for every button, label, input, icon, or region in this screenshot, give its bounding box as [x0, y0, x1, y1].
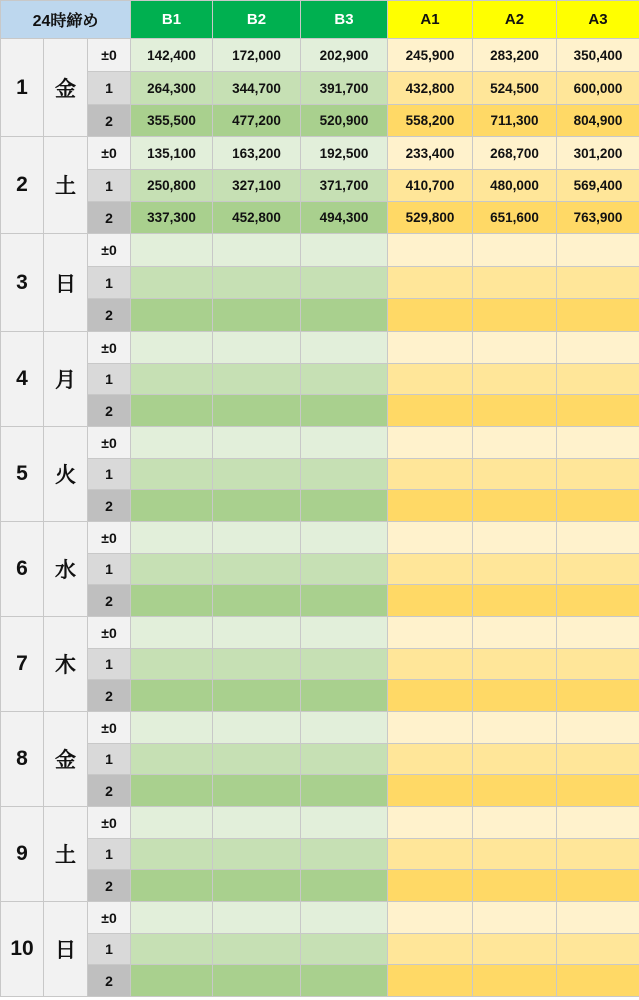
price-cell-a1[interactable]: [388, 522, 473, 554]
price-cell-a3[interactable]: [557, 617, 639, 649]
price-cell-b3[interactable]: [301, 267, 388, 299]
price-cell-b1[interactable]: [131, 522, 213, 554]
price-cell-b1[interactable]: [131, 459, 213, 490]
level-label: 1: [88, 459, 131, 490]
price-cell-b2[interactable]: [213, 427, 301, 459]
price-cell-b1[interactable]: 355,500: [131, 105, 213, 137]
level-label: 1: [88, 934, 131, 965]
level-label: ±0: [88, 234, 131, 267]
price-cell-a2[interactable]: 283,200: [473, 39, 557, 72]
weekday: 木: [44, 617, 88, 712]
price-cell-b1[interactable]: [131, 839, 213, 870]
price-cell-b1[interactable]: [131, 744, 213, 775]
price-cell-b2[interactable]: [213, 649, 301, 680]
price-cell-a3[interactable]: [557, 902, 639, 934]
price-cell-a2[interactable]: [473, 490, 557, 522]
price-cell-b2[interactable]: [213, 712, 301, 744]
price-cell-a2[interactable]: [473, 870, 557, 902]
price-cell-b2[interactable]: [213, 680, 301, 712]
level-label: 2: [88, 202, 131, 234]
price-cell-a3[interactable]: [557, 395, 639, 427]
table-row: [1, 870, 639, 902]
price-cell-a2[interactable]: [473, 965, 557, 997]
table-row: [1, 617, 639, 649]
price-cell-a1[interactable]: [388, 267, 473, 299]
table-row: [1, 490, 639, 522]
weekday: 土: [44, 807, 88, 902]
price-cell-b2[interactable]: [213, 807, 301, 839]
day-number: 2: [1, 137, 44, 234]
level-label: 1: [88, 649, 131, 680]
weekday: 水: [44, 522, 88, 617]
price-cell-a2[interactable]: 711,300: [473, 105, 557, 137]
table-row: [1, 202, 639, 234]
price-cell-b2[interactable]: [213, 395, 301, 427]
level-label: ±0: [88, 522, 131, 554]
price-cell-b2[interactable]: 452,800: [213, 202, 301, 234]
level-label: 2: [88, 965, 131, 997]
price-cell-b3[interactable]: [301, 234, 388, 267]
table-row: [1, 839, 639, 870]
level-label: 2: [88, 775, 131, 807]
price-cell-b2[interactable]: [213, 522, 301, 554]
price-cell-a3[interactable]: [557, 744, 639, 775]
price-cell-a2[interactable]: [473, 617, 557, 649]
price-cell-b1[interactable]: [131, 807, 213, 839]
level-label: 1: [88, 744, 131, 775]
level-label: 1: [88, 554, 131, 585]
column-header-b1: B1: [131, 1, 213, 39]
table-row: [1, 427, 639, 459]
level-label: ±0: [88, 902, 131, 934]
weekday: 土: [44, 137, 88, 234]
price-cell-a2[interactable]: [473, 902, 557, 934]
price-cell-b3[interactable]: [301, 712, 388, 744]
price-cell-a3[interactable]: [557, 934, 639, 965]
price-cell-b3[interactable]: [301, 870, 388, 902]
column-header-a1: A1: [388, 1, 473, 39]
level-label: 2: [88, 299, 131, 332]
price-cell-b3[interactable]: [301, 617, 388, 649]
price-cell-b3[interactable]: 192,500: [301, 137, 388, 170]
price-cell-a1[interactable]: 558,200: [388, 105, 473, 137]
price-cell-a3[interactable]: 301,200: [557, 137, 639, 170]
table-row: [1, 234, 639, 267]
price-cell-b3[interactable]: [301, 934, 388, 965]
price-cell-a3[interactable]: 763,900: [557, 202, 639, 234]
price-cell-a1[interactable]: [388, 299, 473, 332]
price-cell-b3[interactable]: [301, 459, 388, 490]
price-cell-a1[interactable]: [388, 364, 473, 395]
price-cell-a1[interactable]: [388, 332, 473, 364]
price-cell-a3[interactable]: [557, 839, 639, 870]
table-row: [1, 680, 639, 712]
price-cell-b3[interactable]: [301, 744, 388, 775]
price-cell-b1[interactable]: 337,300: [131, 202, 213, 234]
price-cell-b2[interactable]: 163,200: [213, 137, 301, 170]
price-cell-a2[interactable]: [473, 839, 557, 870]
level-label: 2: [88, 585, 131, 617]
price-cell-a2[interactable]: [473, 267, 557, 299]
level-label: 2: [88, 395, 131, 427]
price-cell-a1[interactable]: 245,900: [388, 39, 473, 72]
level-label: 2: [88, 490, 131, 522]
table-body: [1, 39, 639, 997]
level-label: ±0: [88, 712, 131, 744]
price-cell-b1[interactable]: 135,100: [131, 137, 213, 170]
price-cell-a2[interactable]: [473, 332, 557, 364]
table-row: [1, 395, 639, 427]
column-header-b2: B2: [213, 1, 301, 39]
price-cell-b2[interactable]: 172,000: [213, 39, 301, 72]
price-cell-b1[interactable]: [131, 267, 213, 299]
price-cell-b2[interactable]: [213, 870, 301, 902]
price-cell-a2[interactable]: [473, 459, 557, 490]
price-cell-a3[interactable]: [557, 965, 639, 997]
price-cell-b3[interactable]: 520,900: [301, 105, 388, 137]
price-cell-b3[interactable]: [301, 395, 388, 427]
price-cell-b2[interactable]: [213, 775, 301, 807]
price-cell-a2[interactable]: [473, 554, 557, 585]
price-cell-b3[interactable]: [301, 965, 388, 997]
price-cell-b2[interactable]: [213, 554, 301, 585]
price-cell-b1[interactable]: [131, 234, 213, 267]
price-cell-b1[interactable]: [131, 870, 213, 902]
price-cell-b1[interactable]: [131, 490, 213, 522]
price-cell-b2[interactable]: [213, 364, 301, 395]
price-cell-a1[interactable]: [388, 775, 473, 807]
price-cell-b3[interactable]: [301, 839, 388, 870]
price-cell-b3[interactable]: [301, 554, 388, 585]
table-row: [1, 105, 639, 137]
price-cell-a2[interactable]: [473, 712, 557, 744]
price-cell-b1[interactable]: 142,400: [131, 39, 213, 72]
weekday: 金: [44, 712, 88, 807]
price-cell-b3[interactable]: [301, 299, 388, 332]
weekday: 日: [44, 234, 88, 332]
level-label: 1: [88, 267, 131, 299]
price-cell-a3[interactable]: [557, 459, 639, 490]
price-cell-a1[interactable]: [388, 712, 473, 744]
price-cell-a1[interactable]: 432,800: [388, 72, 473, 105]
price-cell-a2[interactable]: [473, 807, 557, 839]
table-row: [1, 332, 639, 364]
table-row: [1, 902, 639, 934]
price-cell-a2[interactable]: [473, 775, 557, 807]
price-cell-b1[interactable]: [131, 680, 213, 712]
table-row: [1, 585, 639, 617]
level-label: 2: [88, 870, 131, 902]
table-row: [1, 459, 639, 490]
price-cell-a1[interactable]: [388, 585, 473, 617]
price-cell-b3[interactable]: [301, 522, 388, 554]
price-cell-a2[interactable]: 524,500: [473, 72, 557, 105]
level-label: ±0: [88, 427, 131, 459]
price-cell-a2[interactable]: [473, 522, 557, 554]
price-cell-a1[interactable]: [388, 427, 473, 459]
price-cell-b1[interactable]: [131, 585, 213, 617]
price-cell-b3[interactable]: 371,700: [301, 170, 388, 202]
weekday: 月: [44, 332, 88, 427]
price-cell-a3[interactable]: 804,900: [557, 105, 639, 137]
day-number: 7: [1, 617, 44, 712]
price-cell-b2[interactable]: [213, 490, 301, 522]
level-label: ±0: [88, 807, 131, 839]
header-row: [1, 1, 639, 39]
day-number: 1: [1, 39, 44, 137]
price-cell-a2[interactable]: [473, 427, 557, 459]
price-cell-a2[interactable]: [473, 395, 557, 427]
price-cell-a1[interactable]: [388, 680, 473, 712]
price-cell-a2[interactable]: 268,700: [473, 137, 557, 170]
price-cell-a1[interactable]: [388, 234, 473, 267]
price-cell-a2[interactable]: [473, 585, 557, 617]
price-cell-a3[interactable]: [557, 807, 639, 839]
level-label: 1: [88, 839, 131, 870]
price-cell-b3[interactable]: [301, 585, 388, 617]
table-row: [1, 170, 639, 202]
table-row: [1, 744, 639, 775]
day-number: 8: [1, 712, 44, 807]
price-cell-b2[interactable]: [213, 965, 301, 997]
level-label: 1: [88, 364, 131, 395]
price-cell-b1[interactable]: [131, 712, 213, 744]
price-cell-b1[interactable]: [131, 902, 213, 934]
weekday: 日: [44, 902, 88, 997]
price-cell-a3[interactable]: [557, 649, 639, 680]
day-number: 4: [1, 332, 44, 427]
price-cell-a3[interactable]: [557, 870, 639, 902]
day-number: 9: [1, 807, 44, 902]
price-cell-b1[interactable]: 250,800: [131, 170, 213, 202]
level-label: ±0: [88, 617, 131, 649]
price-cell-b3[interactable]: [301, 775, 388, 807]
level-label: 2: [88, 680, 131, 712]
day-number: 5: [1, 427, 44, 522]
price-cell-b3[interactable]: [301, 680, 388, 712]
price-cell-a2[interactable]: [473, 934, 557, 965]
table-row: [1, 712, 639, 744]
price-cell-b2[interactable]: [213, 934, 301, 965]
price-cell-b3[interactable]: [301, 807, 388, 839]
table-row: [1, 934, 639, 965]
table-row: [1, 965, 639, 997]
price-cell-a2[interactable]: 651,600: [473, 202, 557, 234]
price-cell-b2[interactable]: [213, 332, 301, 364]
table-row: [1, 72, 639, 105]
price-cell-a2[interactable]: [473, 299, 557, 332]
price-cell-b1[interactable]: [131, 364, 213, 395]
price-cell-a2[interactable]: [473, 649, 557, 680]
price-cell-b3[interactable]: [301, 427, 388, 459]
price-cell-b1[interactable]: [131, 617, 213, 649]
level-label: ±0: [88, 137, 131, 170]
table-row: [1, 554, 639, 585]
price-cell-a1[interactable]: [388, 870, 473, 902]
price-cell-a1[interactable]: [388, 649, 473, 680]
table-row: [1, 807, 639, 839]
column-header-a2: A2: [473, 1, 557, 39]
price-cell-a1[interactable]: 233,400: [388, 137, 473, 170]
price-cell-b1[interactable]: [131, 649, 213, 680]
price-cell-b2[interactable]: [213, 234, 301, 267]
table-row: [1, 522, 639, 554]
day-number: 3: [1, 234, 44, 332]
price-cell-b1[interactable]: [131, 299, 213, 332]
table-row: [1, 775, 639, 807]
column-header-b3: B3: [301, 1, 388, 39]
price-cell-b2[interactable]: [213, 839, 301, 870]
price-cell-a1[interactable]: [388, 554, 473, 585]
price-cell-a1[interactable]: [388, 459, 473, 490]
price-cell-b1[interactable]: [131, 554, 213, 585]
price-cell-a1[interactable]: [388, 617, 473, 649]
price-cell-a3[interactable]: 569,400: [557, 170, 639, 202]
level-label: ±0: [88, 39, 131, 72]
table-row: [1, 649, 639, 680]
day-number: 6: [1, 522, 44, 617]
price-cell-a1[interactable]: [388, 839, 473, 870]
price-cell-a3[interactable]: [557, 299, 639, 332]
table-row: [1, 267, 639, 299]
price-cell-b2[interactable]: [213, 617, 301, 649]
price-cell-a1[interactable]: [388, 934, 473, 965]
price-cell-b2[interactable]: [213, 459, 301, 490]
price-cell-b1[interactable]: [131, 332, 213, 364]
price-cell-a3[interactable]: [557, 364, 639, 395]
price-cell-a3[interactable]: [557, 522, 639, 554]
price-cell-b3[interactable]: 494,300: [301, 202, 388, 234]
price-cell-b1[interactable]: 264,300: [131, 72, 213, 105]
price-cell-b2[interactable]: [213, 585, 301, 617]
price-cell-a3[interactable]: [557, 712, 639, 744]
table-row: [1, 364, 639, 395]
price-cell-a1[interactable]: [388, 965, 473, 997]
weekday: 金: [44, 39, 88, 137]
level-label: ±0: [88, 332, 131, 364]
price-cell-a3[interactable]: [557, 585, 639, 617]
price-cell-b2[interactable]: 327,100: [213, 170, 301, 202]
price-cell-b3[interactable]: 391,700: [301, 72, 388, 105]
price-cell-b3[interactable]: [301, 332, 388, 364]
price-cell-a3[interactable]: [557, 234, 639, 267]
price-cell-b1[interactable]: [131, 427, 213, 459]
price-cell-b3[interactable]: [301, 649, 388, 680]
level-label: 2: [88, 105, 131, 137]
price-cell-b2[interactable]: [213, 267, 301, 299]
level-label: 1: [88, 170, 131, 202]
price-cell-b2[interactable]: [213, 902, 301, 934]
price-cell-b1[interactable]: [131, 965, 213, 997]
price-cell-b2[interactable]: 477,200: [213, 105, 301, 137]
price-cell-b2[interactable]: [213, 744, 301, 775]
column-header-a3: A3: [557, 1, 639, 39]
price-cell-a2[interactable]: [473, 744, 557, 775]
price-cell-a3[interactable]: 600,000: [557, 72, 639, 105]
price-cell-b3[interactable]: [301, 490, 388, 522]
table-row: [1, 39, 639, 72]
price-cell-b3[interactable]: [301, 364, 388, 395]
price-cell-a1[interactable]: [388, 490, 473, 522]
price-cell-a3[interactable]: [557, 775, 639, 807]
price-cell-b3[interactable]: [301, 902, 388, 934]
price-cell-a2[interactable]: [473, 364, 557, 395]
price-cell-a3[interactable]: [557, 427, 639, 459]
price-cell-a2[interactable]: [473, 234, 557, 267]
price-cell-a1[interactable]: 410,700: [388, 170, 473, 202]
level-label: 1: [88, 72, 131, 105]
price-cell-b3[interactable]: 202,900: [301, 39, 388, 72]
price-cell-a3[interactable]: [557, 490, 639, 522]
weekday: 火: [44, 427, 88, 522]
price-cell-a3[interactable]: [557, 680, 639, 712]
price-cell-a3[interactable]: 350,400: [557, 39, 639, 72]
price-cell-a1[interactable]: [388, 902, 473, 934]
price-cell-b1[interactable]: [131, 395, 213, 427]
price-cell-a1[interactable]: [388, 395, 473, 427]
price-cell-a3[interactable]: [557, 554, 639, 585]
price-cell-a1[interactable]: [388, 744, 473, 775]
table-row: [1, 137, 639, 170]
table-title: 24時締め: [1, 1, 131, 39]
price-cell-b2[interactable]: 344,700: [213, 72, 301, 105]
price-cell-b1[interactable]: [131, 934, 213, 965]
price-cell-a2[interactable]: [473, 680, 557, 712]
price-cell-a2[interactable]: 480,000: [473, 170, 557, 202]
price-cell-b2[interactable]: [213, 299, 301, 332]
price-cell-a1[interactable]: 529,800: [388, 202, 473, 234]
day-number: 10: [1, 902, 44, 997]
table-row: [1, 299, 639, 332]
price-cell-a3[interactable]: [557, 267, 639, 299]
price-cell-b1[interactable]: [131, 775, 213, 807]
price-cell-a3[interactable]: [557, 332, 639, 364]
price-cell-a1[interactable]: [388, 807, 473, 839]
